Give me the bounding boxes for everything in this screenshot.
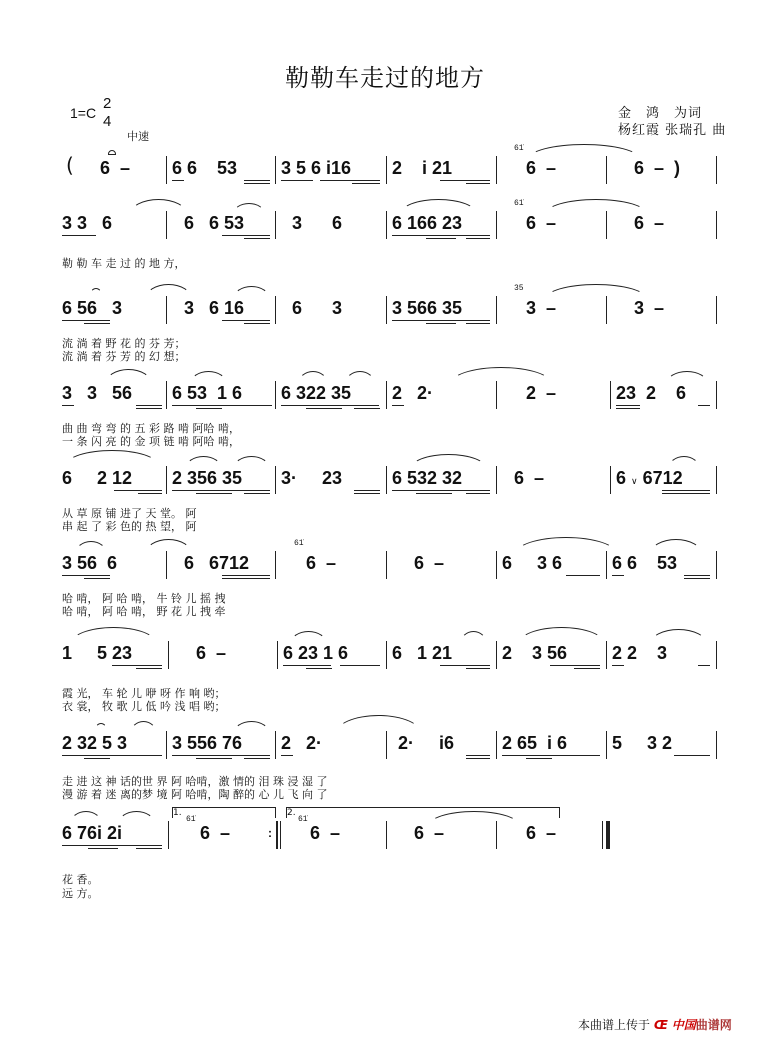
grace-note: 61̇ bbox=[294, 539, 304, 548]
score-row-1 bbox=[0, 144, 770, 210]
underline bbox=[684, 575, 710, 576]
slur bbox=[460, 631, 487, 644]
barline bbox=[275, 551, 276, 579]
note: 2 i 21 bbox=[392, 158, 453, 178]
barline bbox=[275, 466, 276, 494]
underline bbox=[526, 758, 552, 759]
underline bbox=[172, 490, 270, 491]
note: 6 6 53 bbox=[184, 213, 245, 233]
underline bbox=[426, 238, 456, 239]
barline bbox=[386, 641, 387, 669]
note: 6 – bbox=[310, 823, 341, 843]
underline bbox=[84, 578, 110, 579]
barline bbox=[496, 641, 497, 669]
barline bbox=[496, 381, 497, 409]
note: 3 556 76 bbox=[172, 733, 243, 753]
barline bbox=[606, 296, 607, 324]
first-ending-label: 1. bbox=[173, 808, 182, 818]
underline bbox=[62, 320, 110, 321]
barline bbox=[168, 641, 169, 669]
barline bbox=[716, 211, 717, 239]
lyrics-line-1: 流 淌 着 野 花 的 芬 芳； bbox=[62, 337, 186, 350]
note: 6 – bbox=[514, 468, 545, 488]
slur bbox=[118, 811, 155, 824]
note: 6 76i 2i bbox=[62, 823, 123, 843]
open-paren: ( bbox=[66, 153, 74, 177]
lyrics-line-2: 一 条 闪 亮 的 金 项 链 啃 阿哈 啃， bbox=[62, 435, 240, 448]
underline bbox=[244, 183, 270, 184]
fermata-icon bbox=[108, 150, 116, 155]
underline bbox=[352, 183, 380, 184]
underline bbox=[612, 575, 624, 576]
note: 6 ∨ 6712 bbox=[616, 468, 683, 488]
note: 3 56 6 bbox=[62, 553, 118, 573]
barline bbox=[496, 211, 497, 239]
barline bbox=[275, 731, 276, 759]
second-ending-label: 2. bbox=[287, 808, 296, 818]
slur bbox=[70, 627, 157, 644]
site-logo-sub[interactable]: 曲谱网 bbox=[695, 1018, 732, 1032]
note: 6 – bbox=[196, 643, 227, 663]
barline bbox=[166, 466, 167, 494]
slur bbox=[650, 539, 702, 554]
underline bbox=[244, 238, 270, 239]
underline bbox=[136, 848, 162, 849]
slur bbox=[105, 369, 152, 384]
barline bbox=[496, 731, 497, 759]
footer-text: 本曲谱上传于 bbox=[578, 1018, 651, 1032]
score-row-7 bbox=[0, 635, 770, 713]
barline bbox=[277, 641, 278, 669]
note: 2 2· bbox=[281, 733, 323, 753]
barline bbox=[716, 731, 717, 759]
barline bbox=[716, 381, 717, 409]
repeat-barline bbox=[276, 821, 278, 849]
note: 6 – ) bbox=[634, 158, 681, 178]
barline bbox=[496, 296, 497, 324]
underline bbox=[466, 755, 490, 756]
final-barline-thick bbox=[606, 821, 610, 849]
key-signature: 1=C bbox=[70, 105, 97, 121]
underline bbox=[172, 755, 270, 756]
underline bbox=[112, 665, 162, 666]
grace-note: 61̇ bbox=[514, 144, 524, 153]
barline bbox=[496, 821, 497, 849]
barline bbox=[496, 466, 497, 494]
barline bbox=[166, 296, 167, 324]
underline bbox=[138, 493, 162, 494]
repeat-barline bbox=[280, 821, 281, 849]
barline bbox=[166, 381, 167, 409]
lyrics-line-1: 勒 勒 车 走 过 的 地 方， bbox=[62, 257, 186, 270]
barline bbox=[166, 211, 167, 239]
score-row-3 bbox=[0, 284, 770, 363]
score-row-8 bbox=[0, 725, 770, 801]
lyrics-line-2: 串 起 了 彩 色的 热 望， 阿 bbox=[62, 520, 197, 533]
underline bbox=[136, 405, 162, 406]
underline bbox=[281, 755, 293, 756]
lyrics-line-1: 走 进 这 神 话的世 界 阿 哈啃，激 情的 泪 珠 浸 湿 了 bbox=[62, 775, 328, 788]
second-ending-bracket bbox=[286, 807, 560, 818]
note: 6 3 6 bbox=[502, 553, 563, 573]
note: 3 566 35 bbox=[392, 298, 463, 318]
barline bbox=[606, 641, 607, 669]
underline bbox=[698, 405, 710, 406]
slur bbox=[518, 627, 605, 644]
note: 5 3 2 bbox=[612, 733, 673, 753]
underline bbox=[440, 665, 490, 666]
underline bbox=[550, 665, 600, 666]
underline bbox=[320, 180, 380, 181]
grace-note: 61̇ bbox=[186, 815, 196, 824]
note: 6 6 53 bbox=[612, 553, 678, 573]
note: 6 532 32 bbox=[392, 468, 463, 488]
note: 3· 23 bbox=[281, 468, 343, 488]
score-row-2 bbox=[0, 199, 770, 270]
note: 3 – bbox=[526, 298, 557, 318]
barline bbox=[716, 466, 717, 494]
barline bbox=[386, 821, 387, 849]
underline bbox=[196, 493, 232, 494]
barline bbox=[275, 156, 276, 184]
barline bbox=[386, 551, 387, 579]
repeat-dots: : bbox=[268, 826, 272, 840]
note: 3 6 bbox=[292, 213, 343, 233]
barline bbox=[610, 466, 611, 494]
underline bbox=[466, 183, 490, 184]
barline bbox=[716, 156, 717, 184]
underline bbox=[354, 490, 380, 491]
slur bbox=[410, 454, 487, 469]
underline bbox=[616, 405, 640, 406]
slur bbox=[90, 288, 102, 295]
lyrics-line-1: 从 草 原 铺 进了 天 堂。 阿 bbox=[62, 507, 197, 520]
underline bbox=[416, 493, 452, 494]
note: 6 – bbox=[200, 823, 231, 843]
underline bbox=[466, 668, 490, 669]
underline bbox=[612, 665, 624, 666]
underline bbox=[662, 490, 710, 491]
underline bbox=[616, 408, 640, 409]
barline bbox=[606, 156, 607, 184]
note: 2 – bbox=[526, 383, 557, 403]
barline bbox=[386, 381, 387, 409]
upload-footer bbox=[578, 1016, 732, 1033]
barline bbox=[166, 156, 167, 184]
note: 3 6 16 bbox=[184, 298, 245, 318]
barline bbox=[606, 731, 607, 759]
underline bbox=[196, 408, 222, 409]
note: 6 6 53 bbox=[172, 158, 238, 178]
underline bbox=[222, 575, 270, 576]
underline bbox=[244, 758, 270, 759]
score-title: 勒勒车走过的地方 bbox=[285, 64, 485, 92]
note: 6 – bbox=[414, 553, 445, 573]
note: 6 56 3 bbox=[62, 298, 123, 318]
barline bbox=[716, 641, 717, 669]
underline bbox=[466, 323, 490, 324]
note: 23 2 6 bbox=[616, 383, 687, 403]
underline bbox=[222, 235, 270, 236]
underline bbox=[84, 758, 110, 759]
underline bbox=[222, 578, 270, 579]
underline bbox=[283, 665, 331, 666]
grace-note: 61̇ bbox=[298, 815, 308, 824]
note: 2 65 i 6 bbox=[502, 733, 568, 753]
note: 6 – bbox=[526, 158, 557, 178]
barline bbox=[275, 296, 276, 324]
time-signature-bottom: 4 bbox=[103, 113, 112, 130]
underline bbox=[244, 180, 270, 181]
underline bbox=[222, 320, 270, 321]
site-logo-main[interactable]: 中国 bbox=[671, 1018, 696, 1032]
note: 2· i6 bbox=[398, 733, 455, 753]
barline bbox=[716, 296, 717, 324]
slur bbox=[450, 367, 552, 384]
barline bbox=[496, 551, 497, 579]
underline bbox=[62, 755, 162, 756]
underline bbox=[62, 845, 162, 846]
grace-note: 35 bbox=[514, 284, 524, 293]
note: 6 23 1 6 bbox=[283, 643, 349, 663]
slur bbox=[130, 721, 157, 734]
underline bbox=[354, 408, 380, 409]
site-logo-icon[interactable]: Œ bbox=[653, 1018, 668, 1032]
lyrics-line-1: 曲 曲 弯 弯 的 五 彩 路 啃 阿哈 啃， bbox=[62, 422, 240, 435]
underline bbox=[466, 493, 490, 494]
underline bbox=[136, 408, 162, 409]
note: 6 3 bbox=[292, 298, 343, 318]
underline bbox=[392, 490, 490, 491]
barline bbox=[606, 551, 607, 579]
slur bbox=[95, 723, 107, 730]
underline bbox=[466, 758, 490, 759]
note: 6 – bbox=[414, 823, 445, 843]
note: 1 5 23 bbox=[62, 643, 133, 663]
note: 2 32 5 3 bbox=[62, 733, 128, 753]
time-signature-top: 2 bbox=[103, 95, 112, 112]
slur bbox=[545, 284, 647, 299]
underline bbox=[392, 320, 490, 321]
underline bbox=[340, 665, 380, 666]
underline bbox=[306, 668, 332, 669]
note: 2 2 3 bbox=[612, 643, 668, 663]
slur bbox=[66, 450, 158, 465]
underline bbox=[426, 323, 456, 324]
lyrics-line-2: 远 方。 bbox=[62, 887, 99, 900]
final-barline bbox=[602, 821, 603, 849]
underline bbox=[62, 235, 96, 236]
lyrics-line-2: 漫 游 着 迷 离的梦 境 阿 哈啃，陶 醉的 心 儿 飞 向 了 bbox=[62, 788, 328, 801]
barline bbox=[275, 211, 276, 239]
barline bbox=[386, 466, 387, 494]
underline bbox=[84, 323, 110, 324]
slur bbox=[145, 539, 192, 554]
underline bbox=[698, 665, 710, 666]
note: 6 – bbox=[100, 158, 131, 178]
note: 6 – bbox=[526, 823, 557, 843]
underline bbox=[281, 180, 313, 181]
barline bbox=[275, 381, 276, 409]
note: 2 356 35 bbox=[172, 468, 243, 488]
barline bbox=[386, 211, 387, 239]
note: 6 – bbox=[634, 213, 665, 233]
slur bbox=[145, 284, 192, 299]
underline bbox=[574, 668, 600, 669]
note: 6 – bbox=[526, 213, 557, 233]
underline bbox=[466, 238, 490, 239]
lyrics-line-2: 衣 裳， 牧 歌 儿 低 吟 浅 唱 哟； bbox=[62, 700, 226, 713]
note: 6 6712 bbox=[184, 553, 250, 573]
underline bbox=[502, 755, 600, 756]
note: 6 1 21 bbox=[392, 643, 453, 663]
lyrics-line-1: 哈 啃， 阿 哈 啃， 牛 铃 儿 摇 拽 bbox=[62, 592, 226, 605]
score-row-4 bbox=[0, 375, 770, 448]
slur bbox=[515, 537, 617, 554]
time-signature bbox=[103, 95, 111, 131]
underline bbox=[440, 180, 490, 181]
lyrics-line-1: 花 香。 bbox=[62, 873, 99, 886]
note: 2 3 56 bbox=[502, 643, 568, 663]
underline bbox=[684, 578, 710, 579]
barline bbox=[606, 211, 607, 239]
slur bbox=[528, 144, 640, 159]
underline bbox=[244, 323, 270, 324]
barline bbox=[386, 731, 387, 759]
note: 6 53 1 6 bbox=[172, 383, 243, 403]
lyrics-line-2: 哈 啃， 阿 哈 啃， 野 花 儿 拽 牵 bbox=[62, 605, 226, 618]
barline bbox=[610, 381, 611, 409]
note: 6 – bbox=[306, 553, 337, 573]
lyrics-line-1: 霞 光， 车 轮 儿 咿 呀 作 响 哟； bbox=[62, 687, 226, 700]
grace-note: 61̇ bbox=[514, 199, 524, 208]
score-row-9 bbox=[0, 808, 770, 900]
underline bbox=[662, 493, 710, 494]
score-row-5 bbox=[0, 460, 770, 533]
underline bbox=[62, 405, 74, 406]
note: 3 3 56 bbox=[62, 383, 133, 403]
underline bbox=[114, 490, 162, 491]
note: 3 5 6 i16 bbox=[281, 158, 352, 178]
note: 6 322 35 bbox=[281, 383, 352, 403]
barline bbox=[168, 821, 169, 849]
barline bbox=[386, 156, 387, 184]
lyrics-line-2: 流 淌 着 芬 芳 的 幻 想； bbox=[62, 350, 186, 363]
slur bbox=[650, 629, 707, 644]
underline bbox=[354, 493, 380, 494]
underline bbox=[88, 848, 118, 849]
composer-credit: 杨红霞 张瑞孔 曲 bbox=[618, 123, 727, 138]
barline bbox=[166, 731, 167, 759]
underline bbox=[172, 405, 272, 406]
underline bbox=[136, 668, 162, 669]
barline bbox=[166, 551, 167, 579]
underline bbox=[392, 405, 404, 406]
underline bbox=[244, 493, 270, 494]
tempo-marking: 中速 bbox=[127, 130, 149, 143]
underline bbox=[281, 405, 379, 406]
underline bbox=[196, 758, 232, 759]
lyricist-credit: 金 鸿 为词 bbox=[618, 106, 703, 121]
underline bbox=[566, 575, 600, 576]
note: 6 2 12 bbox=[62, 468, 133, 488]
barline bbox=[716, 551, 717, 579]
underline bbox=[306, 408, 342, 409]
note: 6 166 23 bbox=[392, 213, 463, 233]
note: 2 2· bbox=[392, 383, 434, 403]
underline bbox=[62, 575, 110, 576]
note: 3 – bbox=[634, 298, 665, 318]
note: 3 3 6 bbox=[62, 213, 113, 233]
underline bbox=[392, 235, 490, 236]
underline bbox=[172, 180, 184, 181]
underline bbox=[674, 755, 710, 756]
slur bbox=[335, 715, 422, 734]
barline bbox=[386, 296, 387, 324]
score-row-6 bbox=[0, 539, 770, 618]
barline bbox=[496, 156, 497, 184]
